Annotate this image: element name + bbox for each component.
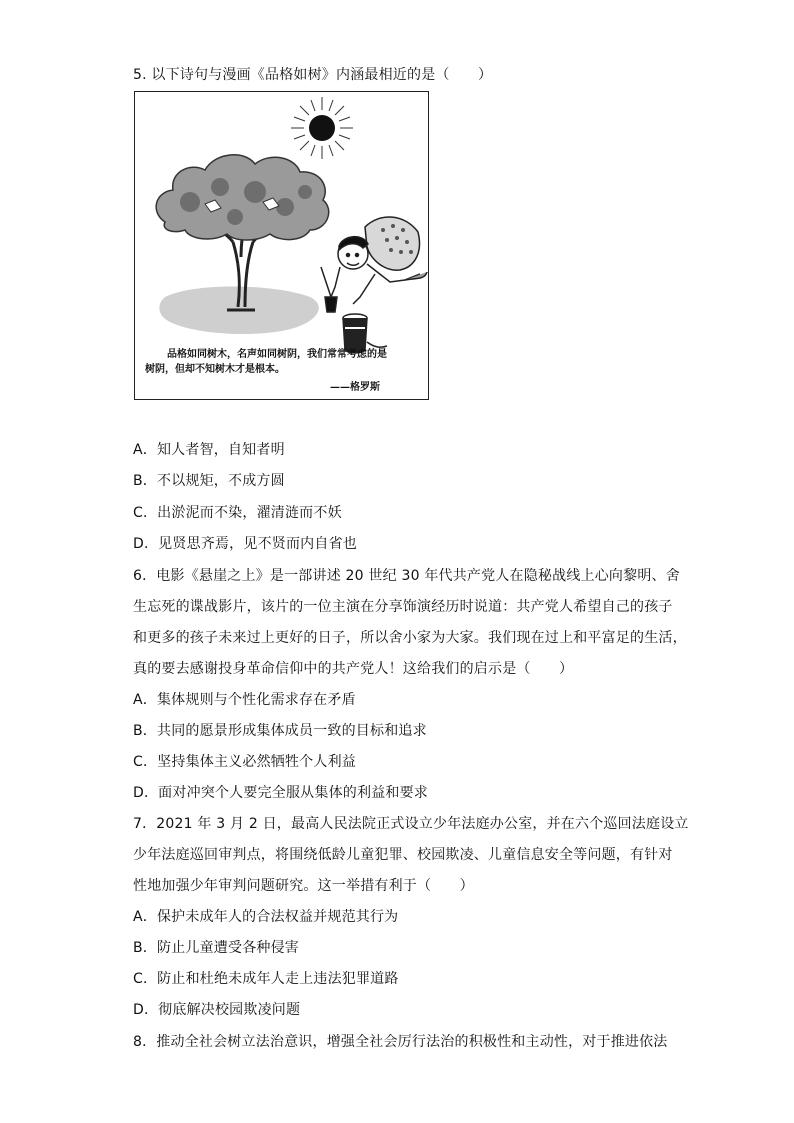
q7-option-d: D．彻底解决校园欺凌问题 xyxy=(133,1002,301,1018)
q6-option-b: B．共同的愿景形成集体成员一致的目标和追求 xyxy=(133,723,427,739)
q5-option-d: D．见贤思齐焉，见不贤而内自省也 xyxy=(133,536,357,552)
q5-option-b: B．不以规矩，不成方圆 xyxy=(133,473,285,489)
q6-option-a: A．集体规则与个性化需求存在矛盾 xyxy=(133,692,356,708)
q5-option-a: A．知人者智，自知者明 xyxy=(133,442,285,458)
q5-option-c: C．出淤泥而不染，濯清涟而不妖 xyxy=(133,505,342,521)
q6-stem-line1: 6．电影《悬崖之上》是一部讲述 20 世纪 30 年代共产党人在隐秘战线上心向黎明、舍 xyxy=(133,568,680,584)
q7-stem-line2: 少年法庭巡回审判点，将围绕低龄儿童犯罪、校园欺凌、儿童信息安全等问题，有针对 xyxy=(133,847,673,863)
q7-option-c: C．防止和杜绝未成年人走上违法犯罪道路 xyxy=(133,971,399,987)
q6-stem-line4: 真的要去感谢投身革命信仰中的共产党人！这给我们的启示是（ ） xyxy=(133,661,574,677)
cartoon-caption-line2: 树阴，但却不知树木才是根本。 xyxy=(145,364,285,375)
q6-option-d: D．面对冲突个人要完全服从集体的利益和要求 xyxy=(133,785,428,801)
q7-stem-line1: 7．2021 年 3 月 2 日，最高人民法院正式设立少年法庭办公室，并在六个巡回法庭设立 xyxy=(133,816,689,832)
q6-stem-line3: 和更多的孩子未来过上更好的日子，所以舍小家为大家。我们现在过上和平富足的生活， xyxy=(133,630,687,646)
cartoon-caption-author: ——格罗斯 xyxy=(330,382,380,393)
q7-stem-line3: 性地加强少年审判问题研究。这一举措有利于（ ） xyxy=(133,878,474,894)
cartoon-character-like-tree xyxy=(134,91,429,400)
q8-stem-line1: 8．推动全社会树立法治意识，增强全社会厉行法治的积极性和主动性，对于推进依法 xyxy=(133,1034,668,1050)
q6-option-c: C．坚持集体主义必然牺牲个人利益 xyxy=(133,754,356,770)
q5-stem: 5. 以下诗句与漫画《品格如树》内涵最相近的是（ ） xyxy=(133,67,493,83)
cartoon-caption-line1: 品格如同树木，名声如同树阴，我们常常考虑的是 xyxy=(167,349,387,360)
q7-option-a: A．保护未成年人的合法权益并规范其行为 xyxy=(133,909,399,925)
sun-icon xyxy=(291,97,353,159)
q6-stem-line2: 生忘死的谍战影片，该片的一位主演在分享饰演经历时说道：共产党人希望自己的孩子 xyxy=(133,599,673,615)
q7-option-b: B．防止儿童遭受各种侵害 xyxy=(133,940,300,956)
cartoon-man xyxy=(331,217,427,304)
